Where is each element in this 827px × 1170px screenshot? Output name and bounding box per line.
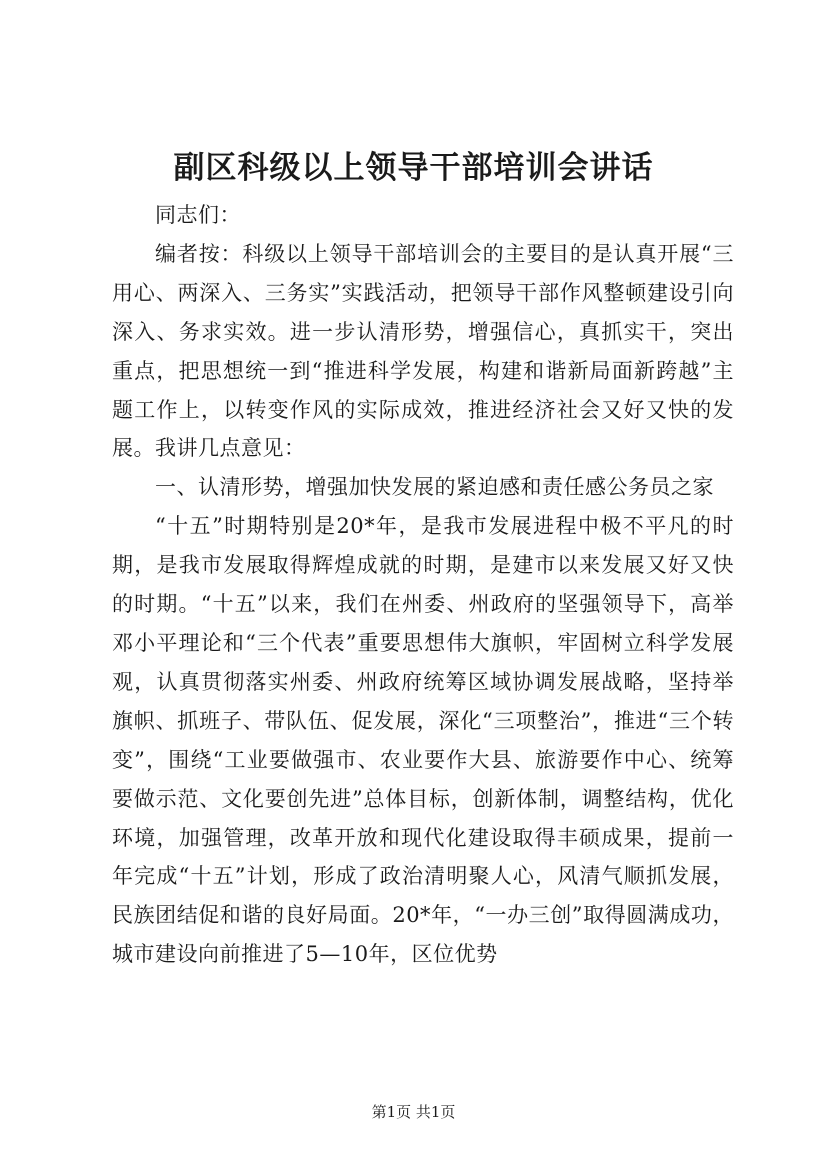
section-heading: 一、认清形势，增强加快发展的紧迫感和责任感公务员之家 bbox=[155, 475, 715, 500]
document-title: 副区科级以上领导干部培训会讲话 bbox=[173, 150, 654, 186]
salutation: 同志们： bbox=[155, 203, 242, 227]
editor-note-paragraph: 编者按：科级以上领导干部培训会的主要目的是认真开展“三用心、两深入、三务实”实践活动，把领导干部作风整顿建设引向深入、务求实效。进一步认清形势，增强信心，真抓实干，突出重点，把思想统一到“推进科学发展，构建和谐新局面新跨越”主题工作上，以转变作风的实际成效，推进经济社会又好又快的发展。我讲几点意见： bbox=[112, 241, 734, 461]
document-body bbox=[112, 196, 734, 974]
page-footer: 第1页 共1页 bbox=[371, 1103, 456, 1121]
body-paragraph: “十五”时期特别是20*年，是我市发展进程中极不平凡的时期，是我市发展取得辉煌成就的时期，是建市以来发展又好又快的时期。“十五”以来，我们在州委、州政府的坚强领导下，高举邓小平理论和“三个代表”重要思想伟大旗帜，牢固树立科学发展观，认真贯彻落实州委、州政府统筹区域协调发展战略，坚持举旗帜、抓班子、带队伍、促发展，深化“三项整治”，推进“三个转变”，围绕“工业要做强市、农业要作大县、旅游要作中心、统筹要做示范、文化要创先进”总体目标，创新体制，调整结构，优化环境，加强管理，改革开放和现代化建设取得丰硕成果，提前一年完成“十五”计划，形成了政治清明聚人心，风清气顺抓发展，民族团结促和谐的良好局面。20*年，“一办三创”取得圆满成功，城市建设向前推进了5—10年，区位优势 bbox=[112, 514, 734, 967]
